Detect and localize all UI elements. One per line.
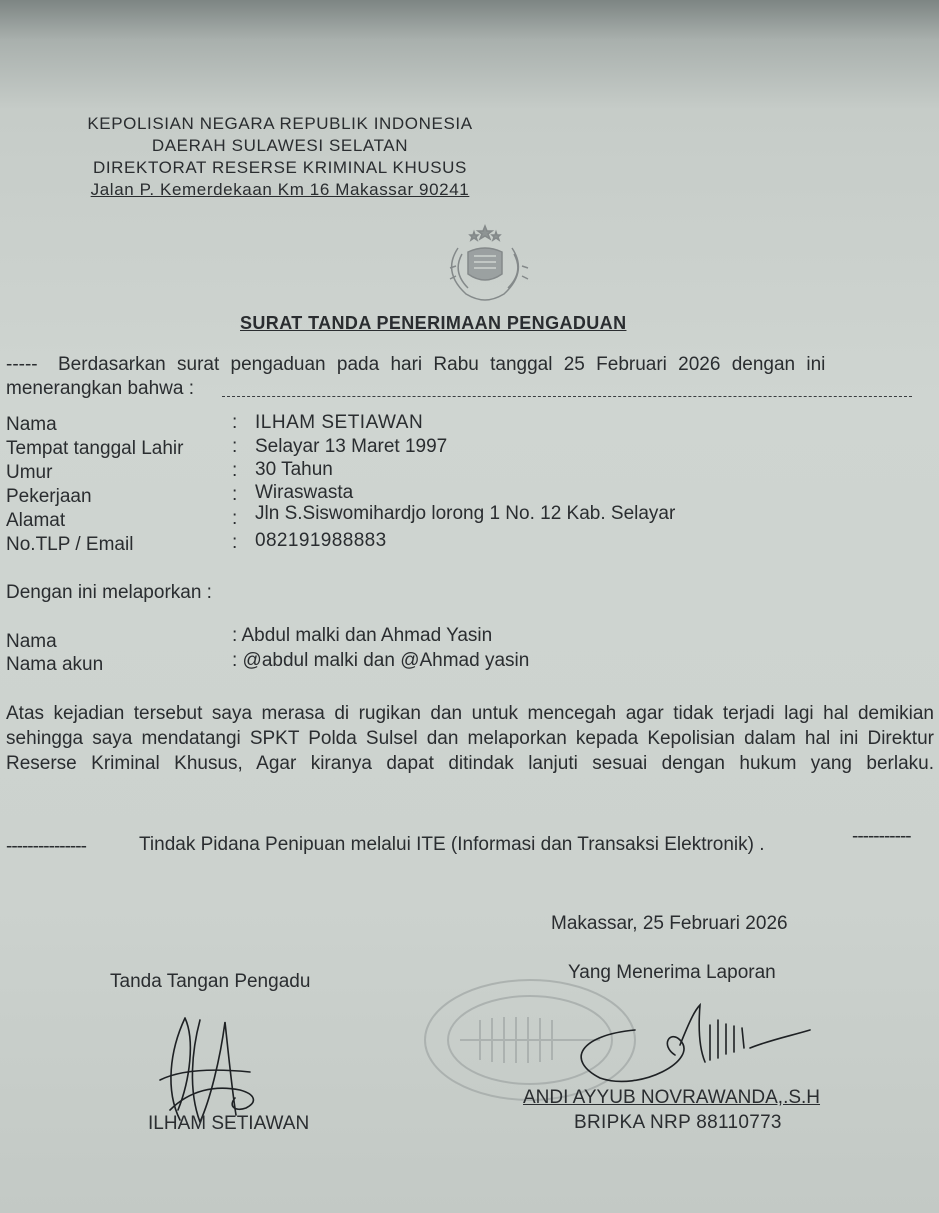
complainant-name: ILHAM SETIAWAN bbox=[148, 1113, 310, 1134]
intro-prefix: ----- bbox=[6, 354, 38, 375]
label-alamat: Alamat bbox=[6, 510, 66, 531]
label-nama-akun: Nama akun bbox=[6, 654, 104, 675]
intro-line-1: Berdasarkan surat pengaduan pada hari Rabu tanggal 25 Februari 2026 dengan ini bbox=[58, 354, 826, 375]
official-rank-nrp: BRIPKA NRP 88110773 bbox=[574, 1112, 782, 1133]
complainant-signature-icon bbox=[140, 1010, 280, 1130]
crime-left-dashes: --------------- bbox=[6, 836, 86, 857]
label-nama: Nama bbox=[6, 414, 57, 435]
right-signature-caption: Yang Menerima Laporan bbox=[568, 962, 776, 983]
dashed-rule bbox=[222, 396, 912, 397]
label-no-tlp-email: No.TLP / Email bbox=[6, 534, 134, 555]
place-date: Makassar, 25 Februari 2026 bbox=[551, 913, 788, 934]
colon: : bbox=[232, 508, 238, 529]
intro-line-2: menerangkan bahwa : bbox=[6, 378, 195, 399]
value-alamat: Jln S.Siswomihardjo lorong 1 No. 12 Kab. Selayar bbox=[255, 503, 676, 524]
crime-right-dashes: ----------- bbox=[852, 826, 911, 847]
document-title: SURAT TANDA PENERIMAAN PENGADUAN bbox=[240, 313, 627, 333]
value-nama-akun: : @abdul malki dan @Ahmad yasin bbox=[232, 650, 530, 671]
label-umur: Umur bbox=[6, 462, 53, 483]
official-signature-icon bbox=[560, 1000, 820, 1090]
colon: : bbox=[232, 412, 238, 433]
colon: : bbox=[232, 436, 238, 457]
header-address: Jalan P. Kemerdekaan Km 16 Makassar 90241 bbox=[90, 180, 470, 199]
label-nama-terlapor: Nama bbox=[6, 631, 57, 652]
police-emblem-icon bbox=[430, 218, 540, 308]
report-intro: Dengan ini melaporkan : bbox=[6, 582, 212, 603]
colon: : bbox=[232, 484, 238, 505]
statement-paragraph: Atas kejadian tersebut saya merasa di rugikan dan untuk mencegah agar tidak terjadi lagi hal demikian sehingga saya mendatangi SPKT Polda Sulsel dan melaporkan kepada Kepolisian dalam hal ini Direktur Reserse Kriminal Khusus, Agar kiranya dapat ditindak lanjuti sesuai dengan hukum yang berlaku. bbox=[6, 703, 934, 774]
header-line-2: DAERAH SULAWESI SELATAN bbox=[151, 136, 409, 155]
value-tempat-tanggal-lahir: Selayar 13 Maret 1997 bbox=[255, 436, 448, 457]
label-tempat-tanggal-lahir: Tempat tanggal Lahir bbox=[6, 438, 184, 459]
value-umur: 30 Tahun bbox=[255, 459, 333, 480]
value-nama-terlapor: : Abdul malki dan Ahmad Yasin bbox=[232, 625, 493, 646]
header-line-1: KEPOLISIAN NEGARA REPUBLIK INDONESIA bbox=[87, 114, 473, 133]
colon: : bbox=[232, 532, 238, 553]
value-pekerjaan: Wiraswasta bbox=[255, 482, 354, 503]
header-line-3: DIREKTORAT RESERSE KRIMINAL KHUSUS bbox=[92, 158, 467, 177]
value-no-tlp-email: 082191988883 bbox=[255, 530, 387, 551]
label-pekerjaan: Pekerjaan bbox=[6, 486, 92, 507]
crime-description: Tindak Pidana Penipuan melalui ITE (Informasi dan Transaksi Elektronik) . bbox=[139, 834, 765, 855]
value-nama: ILHAM SETIAWAN bbox=[255, 412, 424, 433]
colon: : bbox=[232, 460, 238, 481]
official-name: ANDI AYYUB NOVRAWANDA,.S.H bbox=[523, 1087, 821, 1108]
left-signature-caption: Tanda Tangan Pengadu bbox=[110, 971, 311, 992]
